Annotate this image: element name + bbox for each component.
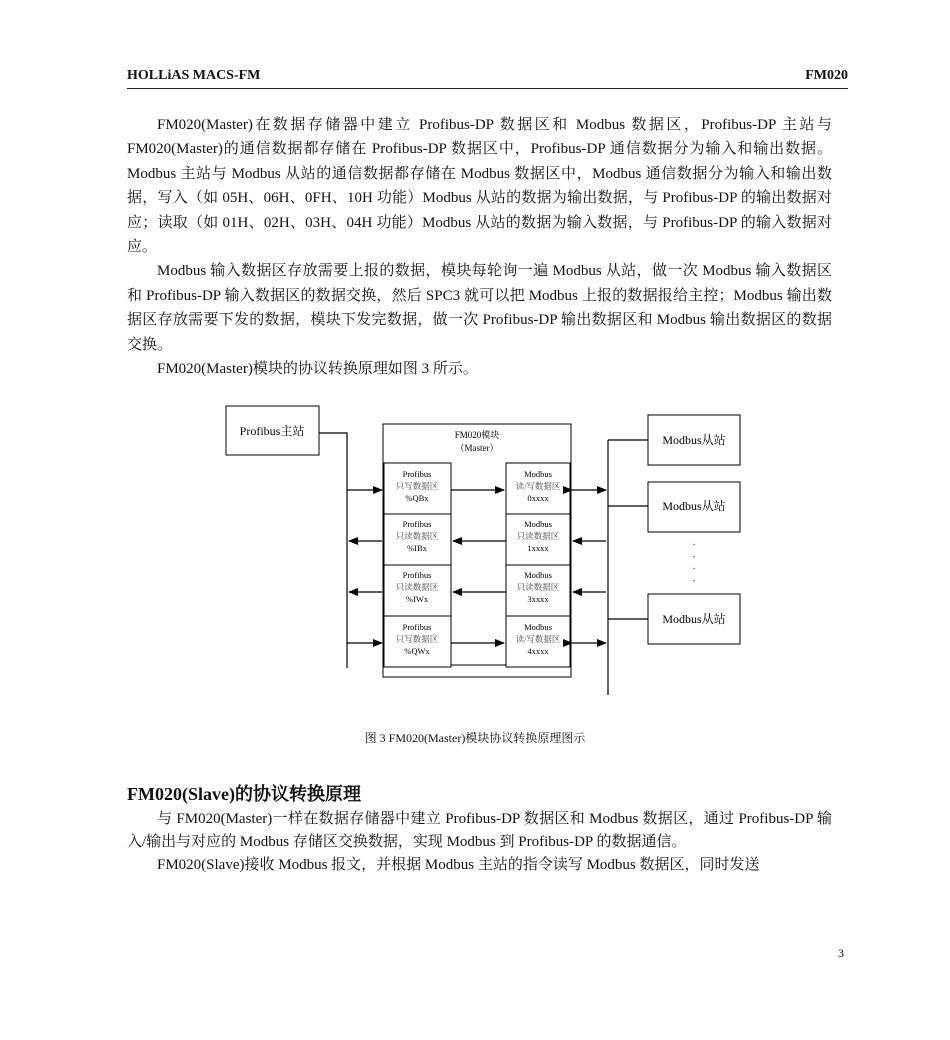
block-line: 1xxxx (527, 543, 549, 553)
block-line: 只读数据区 (516, 531, 560, 541)
block-line: Modbus (524, 469, 552, 479)
block-line: 只写数据区 (395, 634, 439, 644)
block-line: 0xxxx (527, 493, 549, 503)
paragraph: FM020(Slave)接收 Modbus 报文，并根据 Modbus 主站的指令读写 Modbus 数据区，同时发送 (157, 857, 760, 873)
module-title: FM020模块 (454, 430, 500, 440)
block-line: 只写数据区 (395, 481, 439, 491)
block-line: 只读数据区 (395, 531, 439, 541)
block-line: 4xxxx (527, 646, 549, 656)
modbus-slave-label: Modbus从站 (662, 433, 726, 447)
left-block (384, 514, 451, 565)
page-number: 3 (838, 946, 844, 960)
block-line: 读/写数据区 (515, 634, 561, 644)
header-product-name: HOLLiAS MACS-FM (127, 68, 261, 83)
block-line: %QBx (405, 493, 429, 503)
slave-section (127, 782, 832, 877)
ellipsis-dot: · (692, 564, 696, 575)
right-block (506, 565, 570, 616)
block-line: 3xxxx (527, 594, 549, 604)
right-block (506, 514, 570, 565)
ellipsis-dot: · (692, 552, 696, 563)
module-subtitle: （Master） (455, 443, 499, 453)
modbus-slave-label: Modbus从站 (662, 612, 726, 626)
block-line: Profibus (402, 519, 432, 529)
block-line: Modbus (524, 622, 552, 632)
modbus-slave-label: Modbus从站 (662, 499, 726, 513)
right-block (506, 616, 570, 667)
header-module-code: FM020 (805, 68, 848, 83)
paragraph: FM020(Master)在数据存储器中建立 Profibus-DP 数据区和 Modbus 数据区，Profibus-DP 主站与 FM020(Master)的通信数据都存储在 Profibus-DP 数据区中，Profibus-DP 通信数据分为输入和输出数据。Modbus 主站与 Modbus 从站的通信数据都存储在 Modbus 数据区中，Modbus 通信数据分为输入和输出数据，写入（如 05H、06H、0FH、10H 功能）Modbus 从站的数据为输出数据，与 Profibus-DP 的输出数据对应；读取（如 01H、02H、03H、04H 功能）Modbus 从站的数据为输入数据，与 Profibus-DP 的输入数据对应。 (127, 117, 832, 256)
block-line: 只读数据区 (395, 582, 439, 592)
left-block (384, 463, 451, 514)
ellipsis-dot: · (692, 576, 696, 587)
block-line: %IWx (405, 594, 429, 604)
ellipsis-dot: · (692, 540, 696, 551)
block-line: %IBx (407, 543, 427, 553)
block-line: Profibus (402, 622, 432, 632)
block-line: %QWx (404, 646, 430, 656)
block-line: 只读数据区 (516, 582, 560, 592)
paragraph: 与 FM020(Master)一样在数据存储器中建立 Profibus-DP 数据区和 Modbus 数据区，通过 Profibus-DP 输入/输出与对应的 Modbus 存储区交换数据，实现 Modbus 到 Profibus-DP 的数据通信。 (127, 811, 832, 850)
paragraph: FM020(Master)模块的协议转换原理如图 3 所示。 (157, 361, 478, 378)
block-line: Profibus (402, 469, 432, 479)
block-line: 读/写数据区 (515, 481, 561, 491)
right-block (506, 463, 570, 514)
paragraph: Modbus 输入数据区存放需要上报的数据，模块每轮询一遍 Modbus 从站，做一次 Modbus 输入数据区和 Profibus-DP 输入数据区的数据交换，然后 SPC3 就可以把 Modbus 上报的数据报给主控；Modbus 输出数据区存放需要下发的数据，模块下发完数据，做一次 Profibus-DP 输出数据区和 Modbus 输出数据区的数据交换。 (127, 263, 832, 353)
block-line: Modbus (524, 519, 552, 529)
left-block (384, 565, 451, 616)
section-title: FM020(Slave)的协议转换原理 (127, 784, 361, 804)
profibus-bus-line (319, 433, 347, 668)
figure-caption: 图 3 FM020(Master)模块协议转换原理图示 (364, 731, 586, 745)
profibus-master-label: Profibus主站 (239, 424, 305, 438)
left-block (384, 616, 451, 667)
block-line: Profibus (402, 570, 432, 580)
block-line: Modbus (524, 570, 552, 580)
